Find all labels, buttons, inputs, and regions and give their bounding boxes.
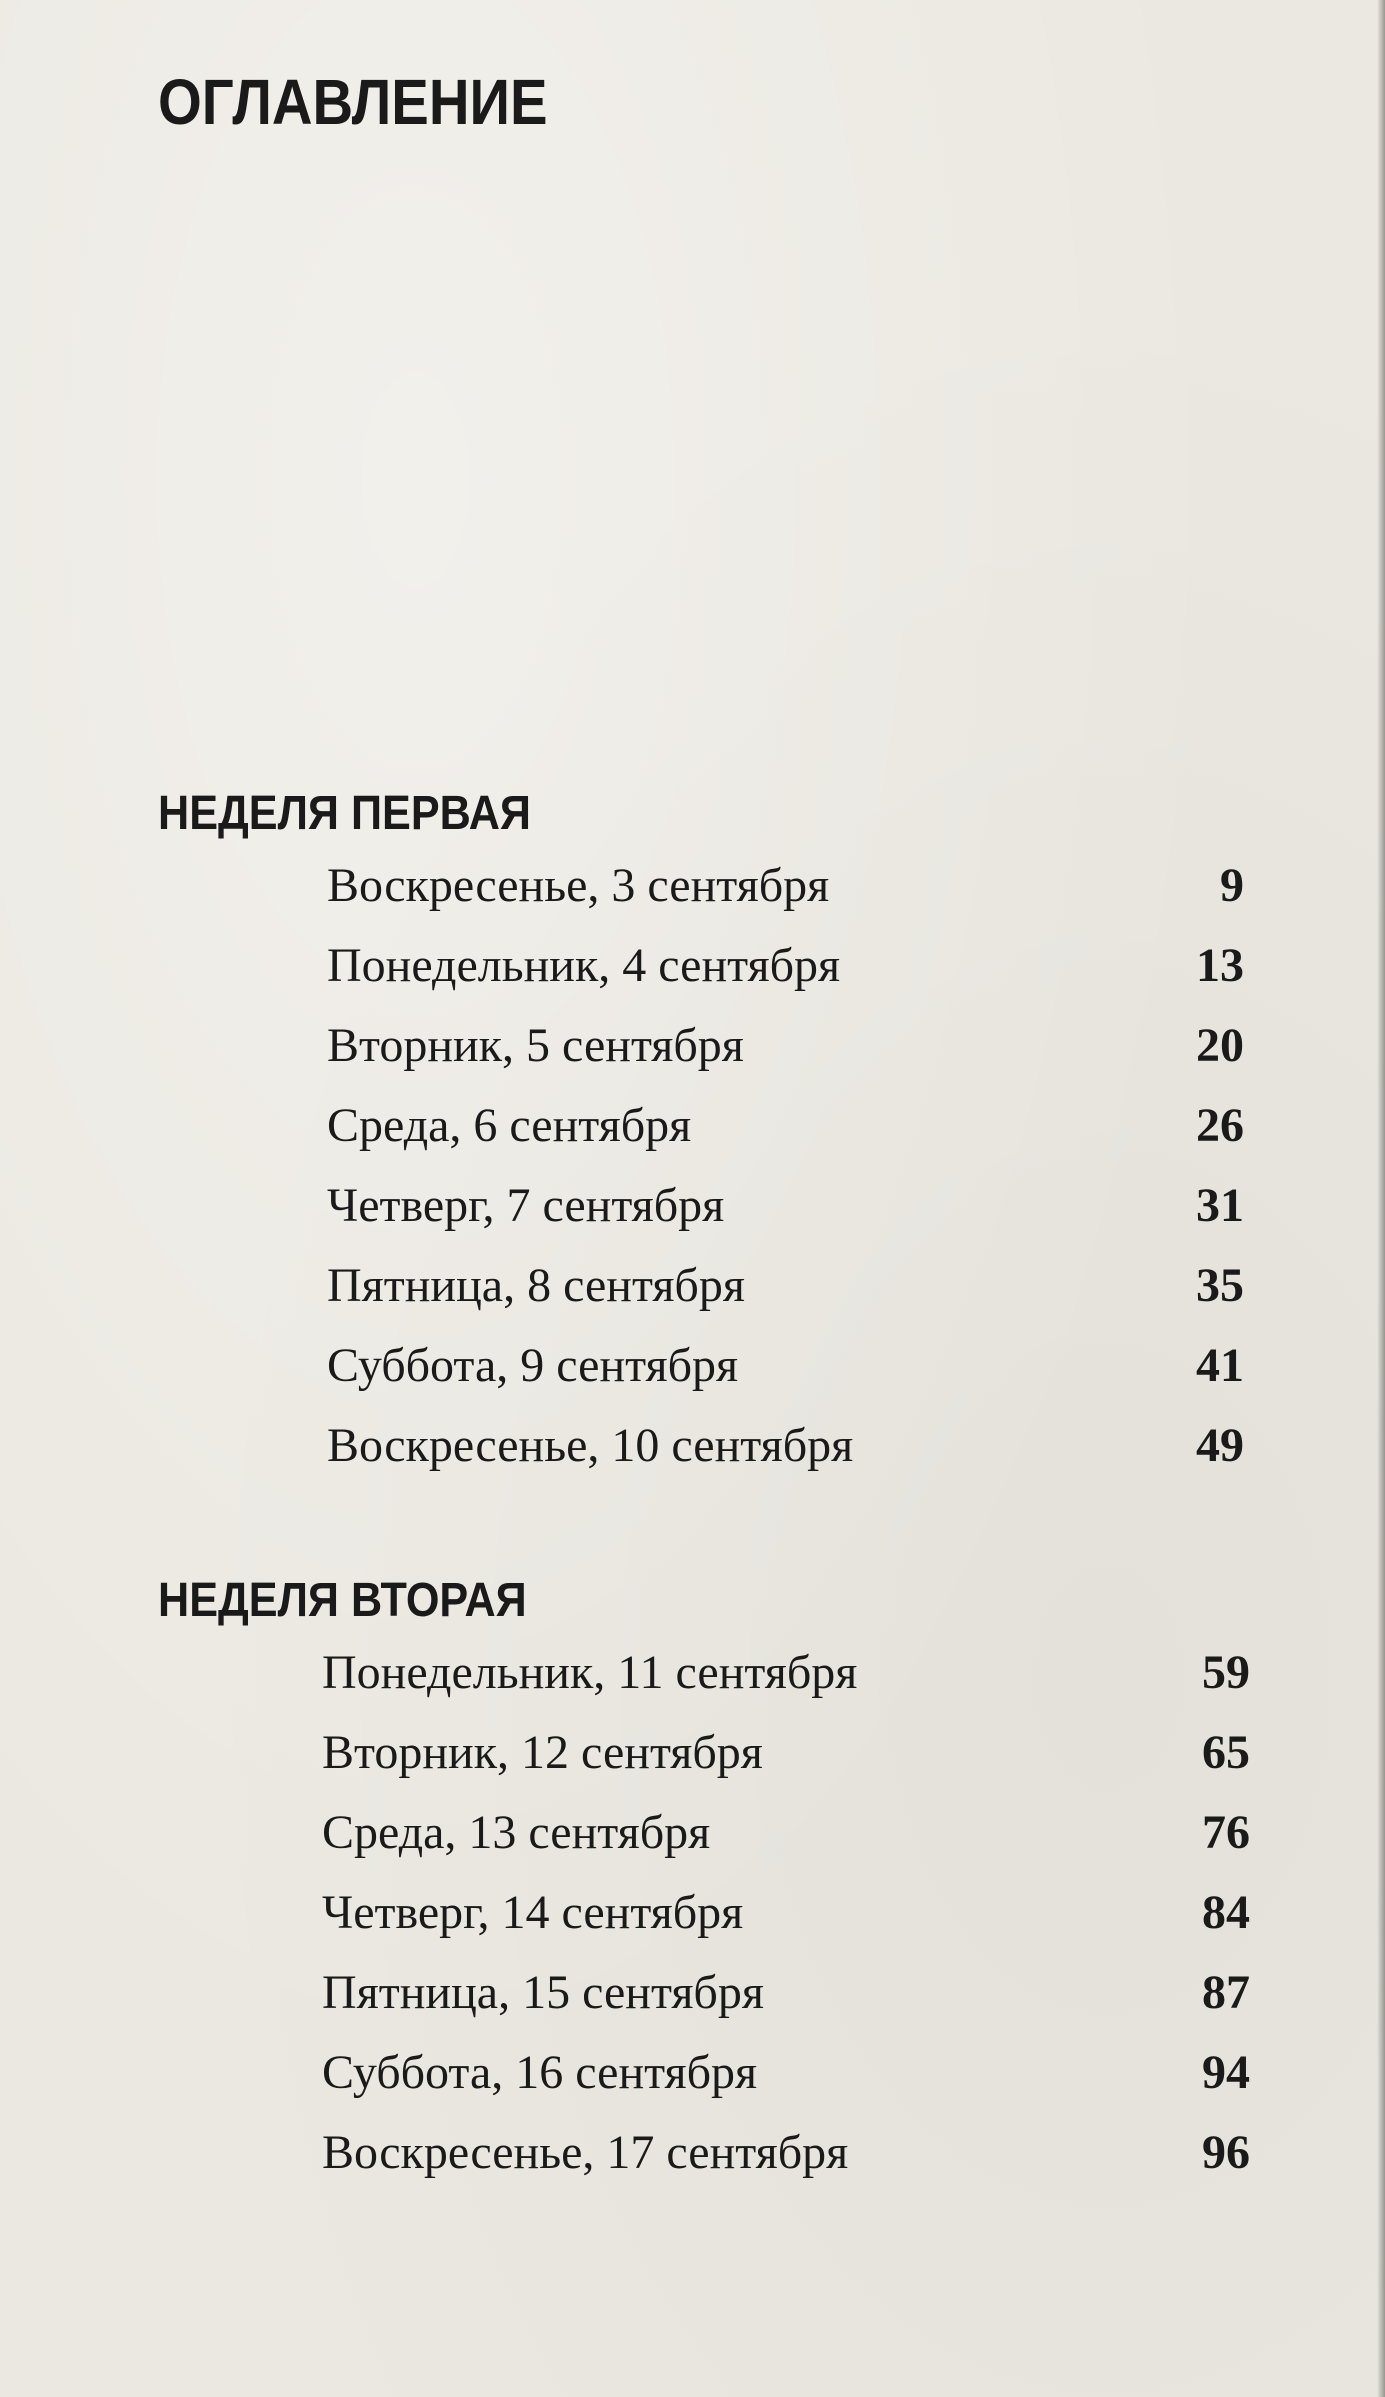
entry-page-number: 9	[1220, 859, 1244, 912]
entry-title: Пятница, 8 сентября	[327, 1259, 745, 1312]
section-heading: НЕДЕЛЯ ВТОРАЯ	[158, 1574, 527, 1627]
entry-title: Четверг, 14 сентября	[322, 1886, 744, 1939]
toc-entry[interactable]	[0, 1419, 1385, 1502]
toc-entry[interactable]	[0, 1726, 1385, 1809]
entry-page-number: 84	[1202, 1886, 1250, 1939]
toc-list	[0, 859, 1385, 1502]
entry-title: Среда, 6 сентября	[327, 1099, 692, 1152]
entry-page-number: 31	[1196, 1179, 1244, 1232]
entry-page-number: 65	[1202, 1726, 1250, 1779]
entry-page-number: 59	[1202, 1646, 1250, 1699]
toc-entry[interactable]	[0, 1886, 1385, 1969]
toc-entry[interactable]	[0, 1806, 1385, 1889]
entry-title: Суббота, 16 сентября	[322, 2046, 758, 2099]
entry-title: Вторник, 5 сентября	[327, 1019, 744, 1072]
entry-title: Четверг, 7 сентября	[327, 1179, 725, 1232]
entry-title: Суббота, 9 сентября	[327, 1339, 739, 1392]
toc-entry[interactable]	[0, 859, 1385, 942]
entry-page-number: 94	[1202, 2046, 1250, 2099]
entry-page-number: 13	[1196, 939, 1244, 992]
toc-entry[interactable]	[0, 939, 1385, 1022]
entry-page-number: 49	[1196, 1419, 1244, 1472]
entry-page-number: 87	[1202, 1966, 1250, 2019]
entry-title: Воскресенье, 10 сентября	[327, 1419, 854, 1472]
entry-page-number: 76	[1202, 1806, 1250, 1859]
toc-entry[interactable]	[0, 1966, 1385, 2049]
toc-entry[interactable]	[0, 1646, 1385, 1729]
entry-title: Пятница, 15 сентября	[322, 1966, 764, 2019]
toc-entry[interactable]	[0, 1179, 1385, 1262]
entry-page-number: 41	[1196, 1339, 1244, 1392]
toc-list	[0, 1646, 1385, 2209]
entry-page-number: 35	[1196, 1259, 1244, 1312]
entry-page-number: 26	[1196, 1099, 1244, 1152]
entry-page-number: 96	[1202, 2126, 1250, 2179]
entry-title: Вторник, 12 сентября	[322, 1726, 763, 1779]
toc-entry[interactable]	[0, 2126, 1385, 2209]
toc-entry[interactable]	[0, 2046, 1385, 2129]
entry-title: Понедельник, 11 сентября	[322, 1646, 858, 1699]
entry-title: Воскресенье, 17 сентября	[322, 2126, 849, 2179]
toc-entry[interactable]	[0, 1099, 1385, 1182]
page-title: ОГЛАВЛЕНИЕ	[158, 66, 548, 138]
toc-entry[interactable]	[0, 1259, 1385, 1342]
toc-entry[interactable]	[0, 1019, 1385, 1102]
toc-entry[interactable]	[0, 1339, 1385, 1422]
entry-title: Понедельник, 4 сентября	[327, 939, 841, 992]
section-heading: НЕДЕЛЯ ПЕРВАЯ	[158, 787, 531, 840]
entry-page-number: 20	[1196, 1019, 1244, 1072]
entry-title: Воскресенье, 3 сентября	[327, 859, 830, 912]
entry-title: Среда, 13 сентября	[322, 1806, 711, 1859]
